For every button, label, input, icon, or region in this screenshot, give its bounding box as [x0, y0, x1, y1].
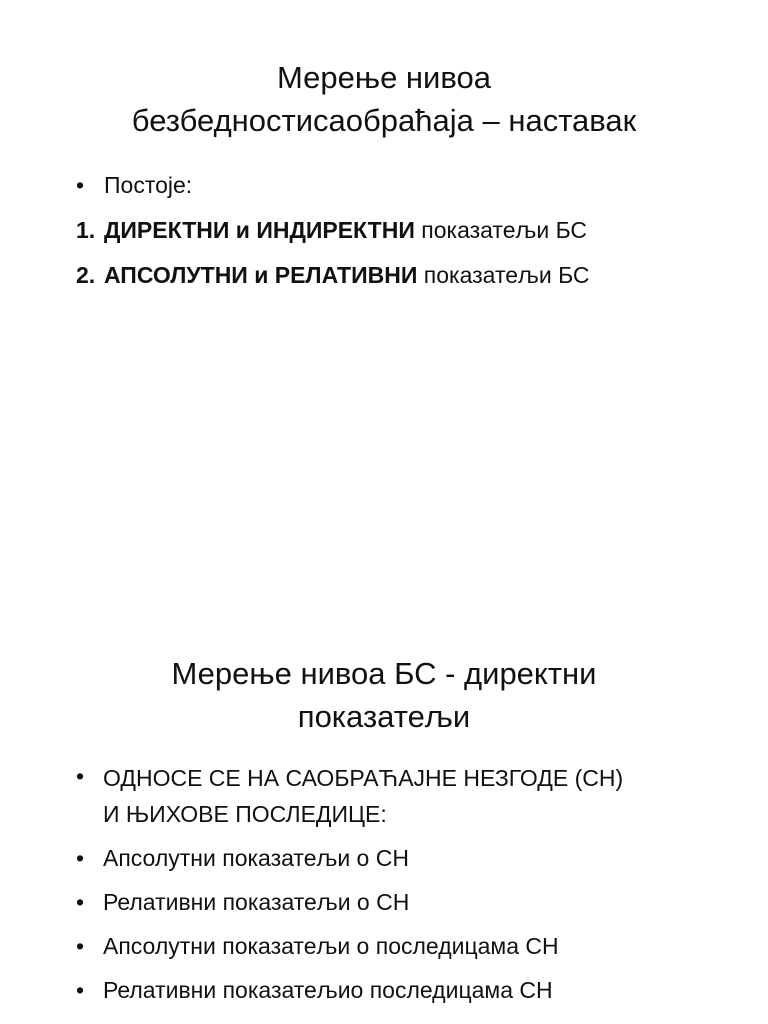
bullet-icon: •: [76, 977, 85, 1003]
list-item-emphasis: АПСОЛУТНИ и РЕЛАТИВНИ: [104, 262, 418, 288]
list-item-text: И ЊИХОВЕ ПОСЛЕДИЦЕ:: [103, 801, 387, 827]
title-line: показатељи: [297, 699, 471, 734]
list-number: 1.: [76, 217, 96, 243]
list-item: [76, 758, 623, 836]
slide-2: [0, 512, 768, 1024]
list-item: [76, 253, 590, 298]
list-item: [76, 924, 623, 968]
list-item-text: Релативни показатељи о СН: [103, 889, 410, 915]
list-item-text: Апсолутни показатељи о последицама СН: [103, 933, 559, 959]
slide-title: [0, 652, 768, 738]
list-item: [76, 968, 623, 1012]
list-item-text: показатељи БС: [417, 262, 590, 288]
bullet-icon: •: [76, 172, 85, 198]
slide-title: [0, 56, 768, 142]
list-item-emphasis: ДИРЕКТНИ и ИНДИРЕКТНИ: [104, 217, 415, 243]
list-item-text: Релативни показатељио последицама СН: [103, 977, 553, 1003]
list-item-text: показатељи БС: [414, 217, 588, 243]
title-line: Мерење нивоа: [277, 60, 491, 95]
list-item-text: Апсолутни показатељи о СН: [103, 845, 409, 871]
list-item: [76, 208, 590, 253]
list-item-text: ОДНОСЕ СЕ НА САОБРАЋАЈНЕ НЕЗГОДЕ (СН): [103, 765, 624, 791]
title-line: Мерење нивоа БС - директни: [171, 656, 597, 691]
list-item: [76, 163, 590, 208]
bullet-icon: •: [76, 933, 85, 959]
list-item-text: Постоје:: [104, 172, 193, 198]
bullet-icon: •: [76, 845, 85, 871]
title-line: безбедностисаобраћаја – наставак: [131, 103, 637, 138]
bullet-list: [76, 758, 623, 1012]
list-item: [76, 836, 623, 880]
bullet-list: [76, 163, 590, 298]
bullet-icon: •: [76, 889, 85, 915]
list-number: 2.: [76, 262, 96, 288]
list-item: [76, 880, 623, 924]
bullet-icon: •: [76, 763, 85, 789]
